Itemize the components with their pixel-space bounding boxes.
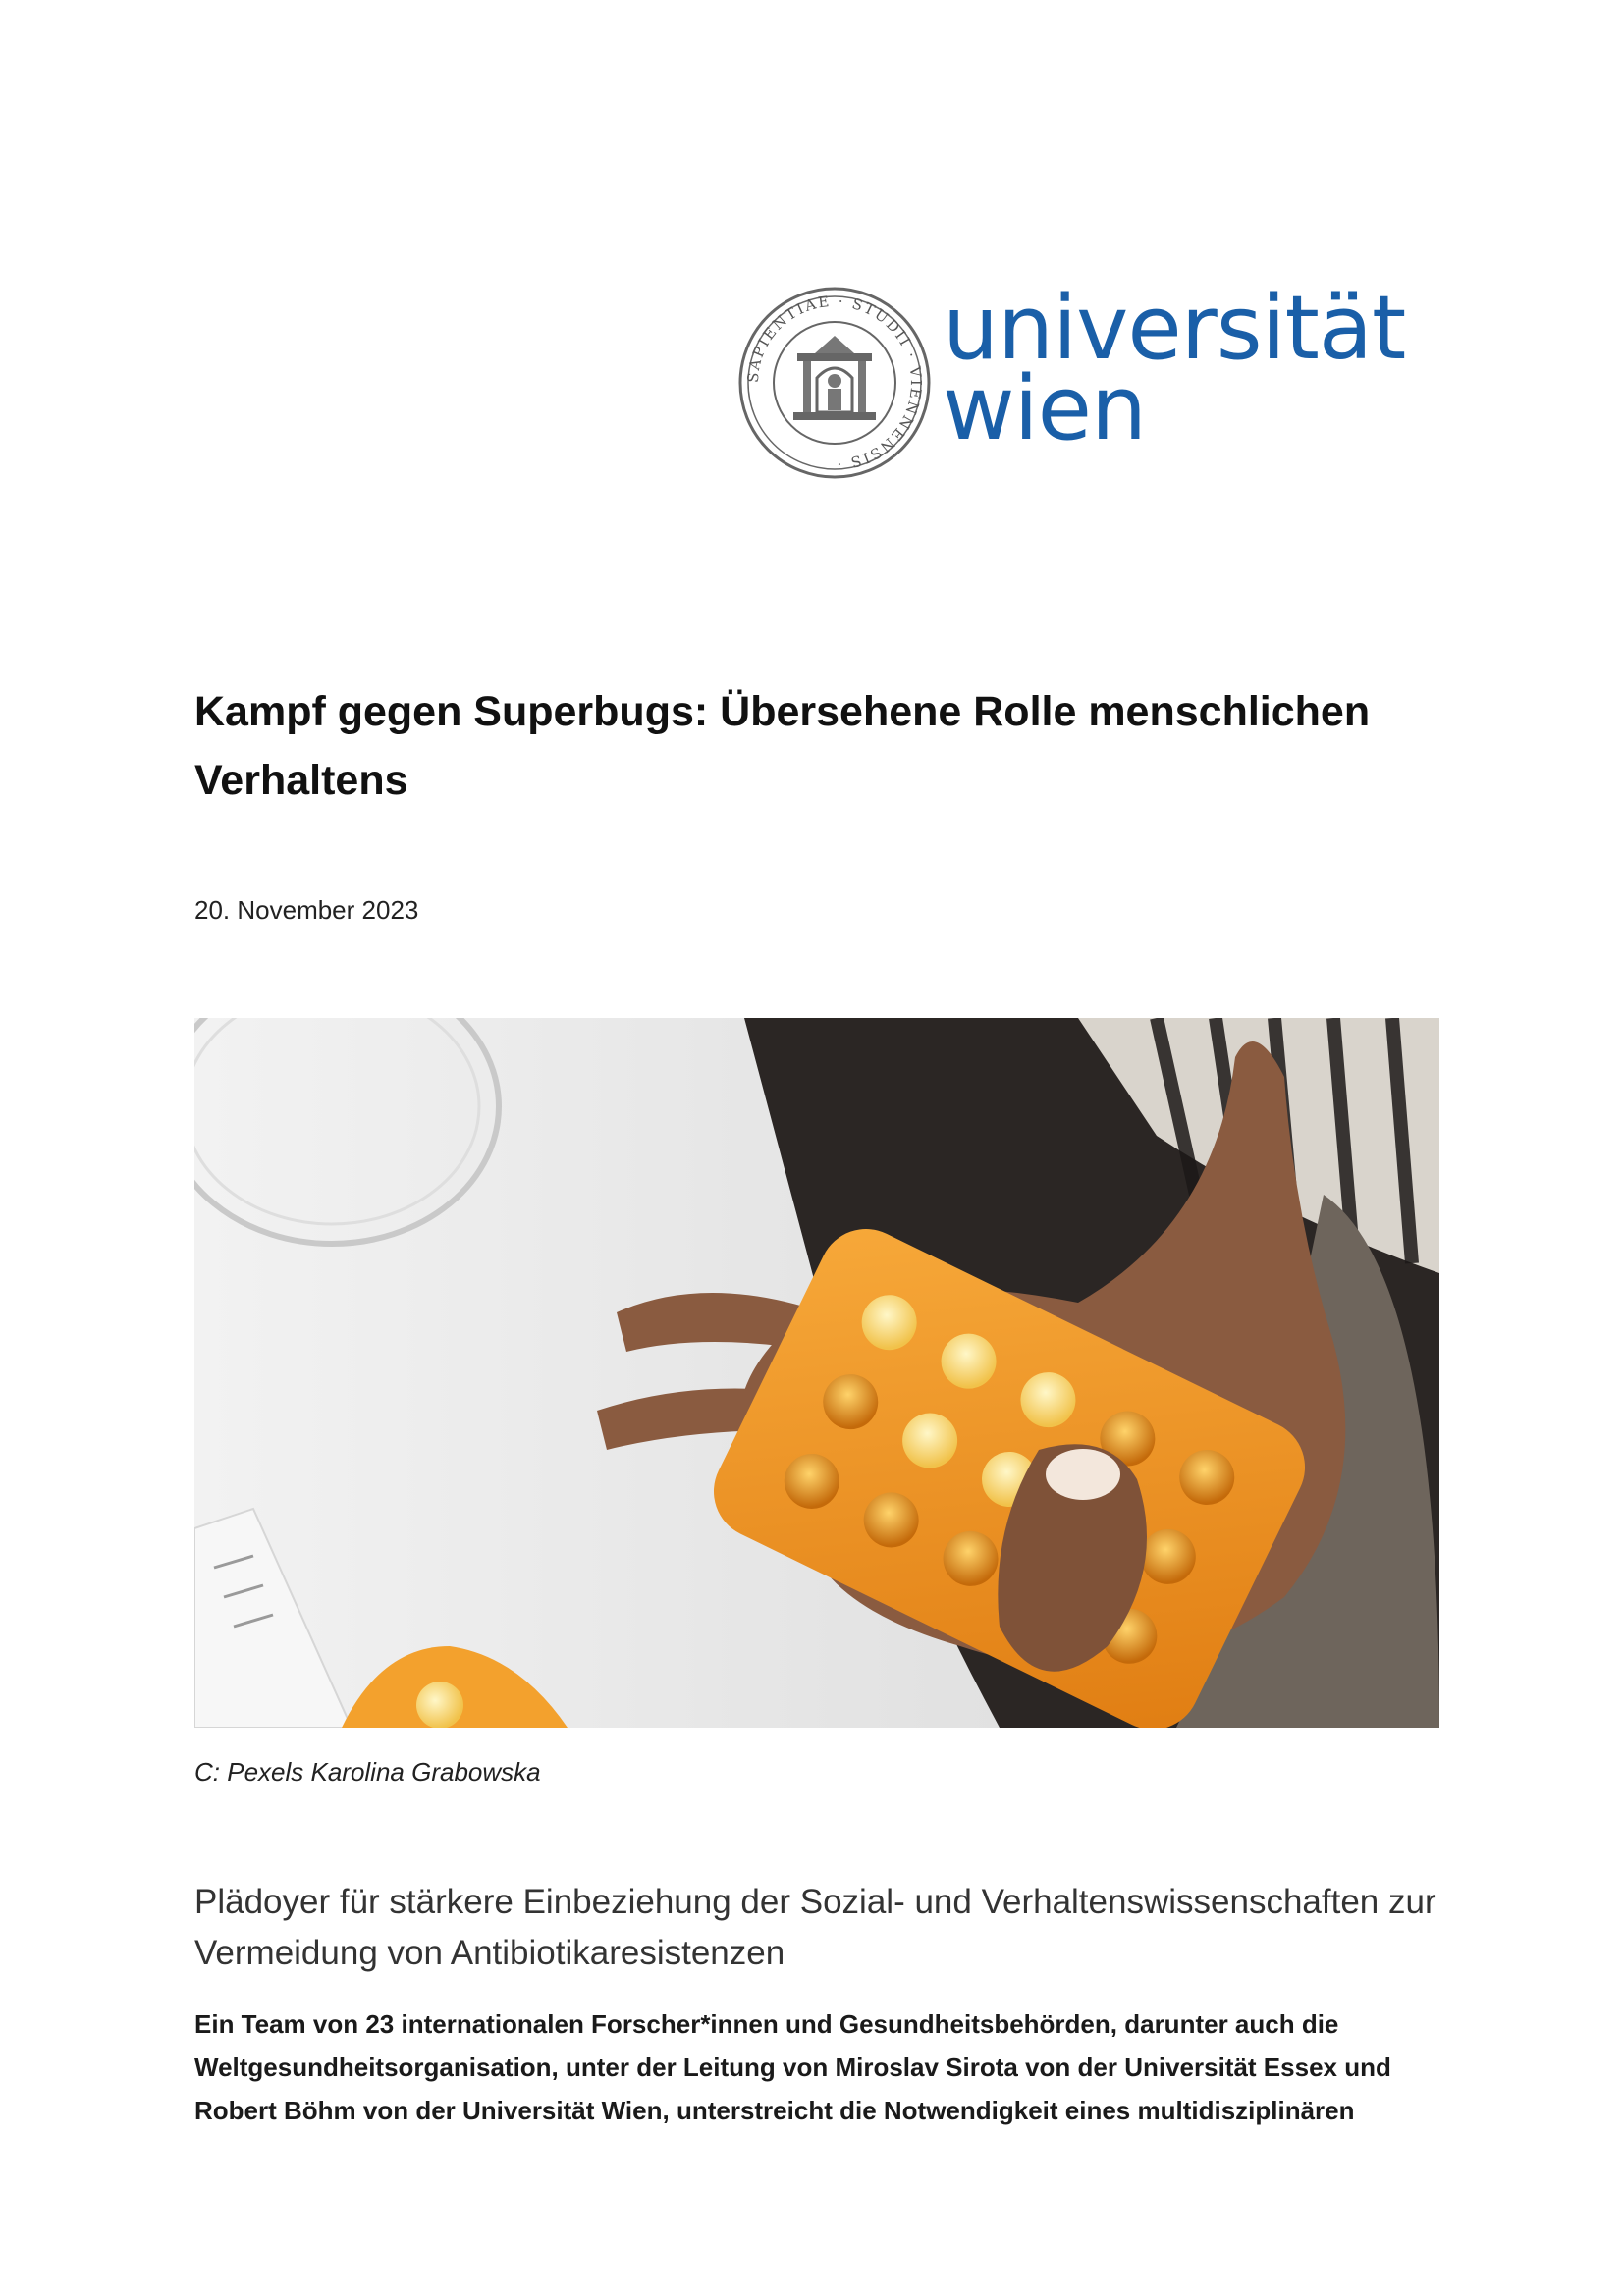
- article-subtitle: Plädoyer für stärkere Einbeziehung der Sozial- und Verhaltenswissenschaften zur Vermeidung von Antibiotikaresistenzen: [194, 1883, 1436, 1972]
- university-logo: [736, 277, 1406, 481]
- article-lead-paragraph: Ein Team von 23 internationalen Forscher*innen und Gesundheitsbehörden, darunter auch die Weltgesundheitsorganisation, unter der Leitung von Miroslav Sirota von der Universität Essex und Robert Böhm von der Universität Wien, unterstreicht die Notwendigkeit eines multidisziplinären: [194, 2009, 1391, 2125]
- pills-photo-illustration: [194, 1018, 1439, 1728]
- wordmark-line-2: wien: [943, 357, 1147, 460]
- article-date: 20. November 2023: [194, 895, 419, 925]
- wordmark-line-1: universität: [943, 277, 1406, 380]
- university-wordmark: [943, 277, 1406, 460]
- seal-text: SAPIENTIAE · STUDII · VIENNENSIS ·: [743, 292, 926, 474]
- article-photo: [194, 1018, 1439, 1728]
- photo-caption: C: Pexels Karolina Grabowska: [194, 1757, 541, 1787]
- university-seal-icon: [736, 285, 933, 481]
- article-title: Kampf gegen Superbugs: Übersehene Rolle menschlichen Verhaltens: [194, 688, 1371, 804]
